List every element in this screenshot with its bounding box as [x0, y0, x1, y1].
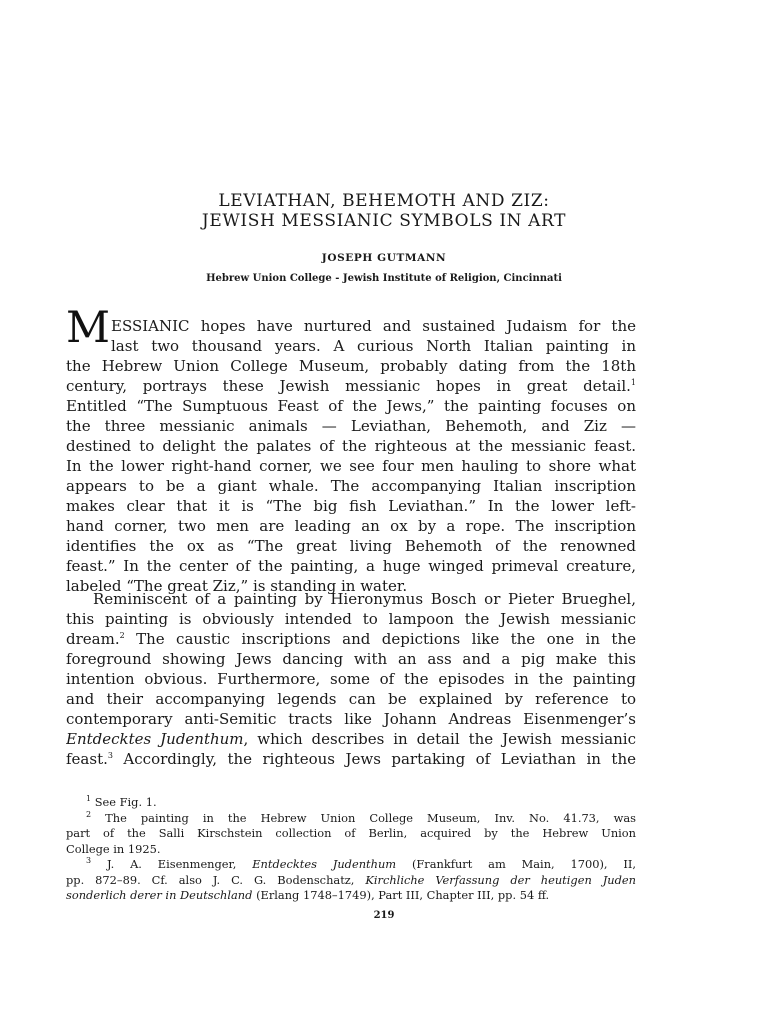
- footnote-3-line: sonderlich derer in Deutschland (Erlang 1748–1749), Part III, Chapter III, pp. 54 ff.: [66, 888, 550, 902]
- text-line: contemporary anti-Semitic tracts like Johann Andreas Eisenmenger’s: [66, 710, 636, 728]
- text-line: the Hebrew Union College Museum, probably dating from the 18th: [66, 357, 636, 375]
- footnote-1: $^1$ See Fig. 1.: [86, 795, 157, 809]
- footnotes: [66, 795, 636, 904]
- text-line: makes clear that it is “The big fish Leviathan.” In the lower left-: [66, 497, 636, 515]
- text-line: ESSIANIC hopes have nurtured and sustained Judaism for the: [111, 317, 636, 335]
- drop-cap: M: [66, 303, 111, 353]
- author-name: JOSEPH GUTMANN: [321, 252, 447, 264]
- author-affiliation: Hebrew Union College - Jewish Institute of Religion, Cincinnati: [206, 273, 562, 284]
- text-line: Reminiscent of a painting by Hieronymus Bosch or Pieter Brueghel,: [93, 590, 636, 608]
- footnote-ref-1: 1: [630, 378, 636, 387]
- text-line: labeled “The great Ziz,” is standing in water.: [66, 577, 408, 595]
- text-line: the three messianic animals — Leviathan, Behemoth, and Ziz —: [66, 417, 636, 435]
- footnote-3: $^3$ J. A. Eisenmenger, Entdecktes Judenthum (Frankfurt am Main, 1700), II,: [86, 857, 636, 871]
- text-line: foreground showing Jews dancing with an ass and a pig make this: [66, 650, 636, 668]
- text-line: feast.” In the center of the painting, a huge winged primeval creature,: [66, 557, 636, 575]
- article-title-line1: LEVIATHAN, BEHEMOTH AND ZIZ:: [218, 191, 550, 211]
- text-line: appears to be a giant whale. The accompanying Italian inscription: [66, 477, 636, 495]
- text-line: hand corner, two men are leading an ox by a rope. The inscription: [66, 517, 636, 535]
- footnote-2-line: College in 1925.: [66, 841, 161, 856]
- footnote-ref-2: 2: [119, 631, 125, 640]
- paragraph-2: [66, 589, 636, 769]
- text-line: Entitled “The Sumptuous Feast of the Jews,” the painting focuses on: [66, 397, 636, 415]
- footnote-2-line: part of the Salli Kirschstein collection of Berlin, acquired by the Hebrew Union: [66, 826, 636, 840]
- text-line: dream.$^2$ The caustic inscriptions and depictions like the one in the: [66, 630, 636, 648]
- text-line: identifies the ox as “The great living Behemoth of the renowned: [66, 537, 636, 555]
- text-line: In the lower right-hand corner, we see four men hauling to shore what: [66, 457, 636, 475]
- page-number: 219: [373, 910, 395, 921]
- text-line: destined to delight the palates of the righteous at the messianic feast.: [66, 437, 636, 455]
- text-line: Entdecktes Judenthum, which describes in detail the Jewish messianic: [66, 730, 636, 748]
- paragraph-1: [66, 316, 636, 596]
- text-line: century, portrays these Jewish messianic hopes in great detail.$^1$: [66, 377, 636, 395]
- text-line: intention obvious. Furthermore, some of the episodes in the painting: [66, 670, 636, 688]
- article-title-line2: JEWISH MESSIANIC SYMBOLS IN ART: [201, 211, 567, 231]
- text-line: last two thousand years. A curious North Italian painting in: [111, 337, 636, 355]
- text-line: feast.$^3$ Accordingly, the righteous Jews partaking of Leviathan in the: [66, 750, 636, 768]
- text-line: and their accompanying legends can be explained by reference to: [66, 690, 636, 708]
- footnote-2: $^2$ The painting in the Hebrew Union College Museum, Inv. No. 41.73, was: [86, 810, 636, 825]
- text-line: this painting is obviously intended to lampoon the Jewish messianic: [66, 610, 636, 628]
- book-title: Entdecktes Judenthum: [66, 730, 244, 748]
- footnote-ref-3: 3: [107, 751, 113, 760]
- footnote-3-line: pp. 872–89. Cf. also J. C. G. Bodenschatz, Kirchliche Verfassung der heutigen Juden: [66, 872, 636, 887]
